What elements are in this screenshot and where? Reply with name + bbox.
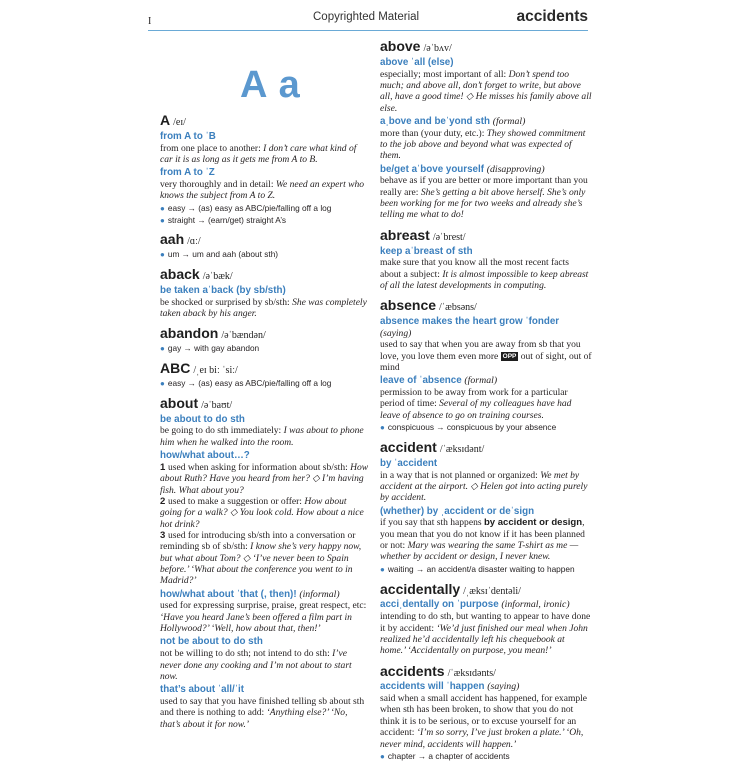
bullet-icon: ●: [380, 423, 385, 433]
sense-1: 1 used when asking for information about sb/sth: How about Ruth? Have you heard from her? ◇ I’m having fish. What about you?: [160, 461, 369, 496]
bullet-icon: ●: [160, 215, 165, 225]
example: Mary was wearing the same T-shirt as me — whether by accident or design, I never knew.: [380, 540, 579, 563]
cross-reference[interactable]: ● easy → (as) easy as ABC/pie/falling off a log: [160, 378, 332, 389]
cross-reference[interactable]: ● um → um and aah (about sth): [160, 249, 279, 260]
example: I don’t care what kind of car it is as long as it gets me from A to B.: [160, 142, 357, 165]
pronunciation: /əˈbændən/: [221, 330, 266, 342]
headword: accidentally: [380, 580, 461, 597]
headword: accidents: [380, 662, 445, 679]
pronunciation: /əˈbrest/: [432, 231, 466, 243]
entry-abandon: [160, 325, 370, 354]
sense-2: 2 used to make a suggestion or offer: How about going for a walk? ◇ You look cold. How about a nice hot drink?: [160, 495, 364, 530]
example: I know she’s very happy now, but what about Tom? ◇ ‘I’ve never been to Spain before.’ ‘What about the conference you went to in Madrid?’: [160, 541, 362, 587]
idiom: be about to do sth: [160, 413, 245, 425]
header-rule-left: [148, 30, 362, 31]
idiom: be/get aˈbove yourself (disapproving): [380, 163, 545, 175]
sense-number: 1: [160, 461, 168, 473]
bold-phrase: by accident or design: [483, 517, 583, 529]
cross-reference[interactable]: ● waiting → an accident/a disaster waiting to happen: [380, 563, 575, 574]
letter-heading: A a: [240, 64, 301, 106]
entry-A: [160, 112, 370, 225]
bullet-icon: ●: [160, 203, 165, 213]
headword: about: [160, 394, 199, 411]
example: It is almost impossible to keep abreast of all the latest developments in computing.: [380, 268, 589, 292]
entry-about: [160, 395, 370, 730]
example: How about Ruth? Have you heard from her? ◇ I’m having fish. What about you?: [160, 461, 369, 496]
idiom: from A to ˈZ: [160, 167, 215, 179]
example: We need an expert who knows the subject from A to Z.: [160, 178, 365, 202]
definition: be going to do sth immediately: I was about to phone him when he walked into the room.: [160, 425, 364, 448]
idiom: acciˌdentally on ˈpurpose (informal, ironic): [380, 599, 570, 611]
entry-accidents: [380, 663, 592, 762]
example: ‘I’m so sorry, I’ve just broken a plate.’ ‘Oh, never mind, accidents will happen.’: [380, 727, 584, 750]
definition: (saying) used to say that when you are away from sb that you love, you love them even more OPP out of sight, out of mind: [380, 327, 592, 374]
entry-above: [380, 38, 592, 221]
headword: abreast: [380, 226, 430, 243]
idiom: by ˈaccident: [380, 457, 438, 469]
entry-accident: [380, 439, 592, 575]
register-label: (informal): [299, 588, 340, 600]
opposite-badge: OPP: [502, 352, 517, 360]
definition: in a way that is not planned or organized: We met by accident at the airport. ◇ Helen got into acting purely by accident.: [380, 469, 588, 504]
entry-absence: [380, 297, 592, 433]
idiom: keep aˈbreast of sth: [380, 245, 473, 257]
example: How about going for a walk? ◇ You look cold. How about a nice hot drink?: [160, 495, 364, 530]
definition: from one place to another: I don’t care what kind of car it is as long as it gets me from A to B.: [160, 142, 357, 165]
guide-word: accidents: [516, 8, 588, 25]
idiom: how/what about…?: [160, 450, 250, 462]
entry-aah: [160, 231, 370, 260]
headword: absence: [380, 297, 437, 314]
headword: aback: [160, 266, 200, 283]
example: Don’t spend too much; and above all, don’t forget to write, but above all, have a good time! ◇ He misses his family above all else.: [380, 68, 592, 114]
definition: very thoroughly and in detail: We need an expert who knows the subject from A to Z.: [160, 178, 365, 202]
header-rule: [362, 30, 588, 31]
example: She’s getting a bit above herself. She’s only been working for me for two weeks and already she’s telling me what to do!: [380, 186, 586, 221]
idiom: aˌbove and beˈyond sth (formal): [380, 115, 526, 127]
idiom: from A to ˈB: [160, 130, 216, 142]
definition: behave as if you are better or more important than you really are: She’s getting a bit above herself. She’s only been working for me for two weeks and already she’s telling me what to do!: [380, 175, 588, 221]
copyright-notice: Copyrighted Material: [313, 11, 420, 23]
definition: used for expressing surprise, praise, great respect, etc: ‘Have you heard Jane’s been offered a film part in Hollywood?’ ‘Well, how about that, then!’: [160, 600, 367, 635]
right-column: [380, 38, 592, 768]
definition: make sure that you know all the most recent facts about a subject: It is almost impossible to keep abreast of all the latest developments in computing.: [380, 257, 589, 292]
register-label: (formal): [464, 375, 498, 387]
bullet-icon: ●: [380, 564, 385, 574]
register-label: (informal, ironic): [501, 599, 570, 611]
definition: be shocked or surprised by sb/sth: She was completely taken aback by his anger.: [160, 296, 367, 320]
idiom: above ˈall (else): [380, 56, 454, 68]
idiom: how/what about ˈthat (, then)! (informal): [160, 588, 340, 600]
headword: accident: [380, 439, 437, 456]
bullet-icon: ●: [380, 751, 385, 761]
register-label: (disapproving): [486, 163, 545, 175]
example: ‘We’d just finished our meal when John realized he’d accidentally left his chequebook at home.’ ‘Accidentally on purpose, you mean!’: [380, 622, 588, 657]
sense-3: 3 used for introducing sb/sth into a conversation or reminding sb of sb/sth: I know she’s very happy now, but what about Tom? ◇ ‘I’ve never been to Spain before.’ ‘What about the conference you went to in Madrid?’: [160, 529, 362, 587]
pronunciation: /ɑː/: [187, 236, 201, 248]
dictionary-page: [148, 0, 593, 761]
example: They showed commitment to the job above and beyond what was expected of them.: [380, 127, 586, 162]
definition: used to say that you have finished telling sb about sth and there is nothing to add: ‘Anything else?’ ‘No, that’s about it for now.’: [160, 695, 365, 730]
cross-reference[interactable]: ● straight → (earn/get) straight A’s: [160, 214, 287, 225]
definition: if you say that sth happens by accident or design, you mean that you do not know if it has been planned or not: Mary was wearing the same T-shirt as me — whether by accident or design, I never knew.: [380, 517, 585, 563]
bullet-icon: ●: [160, 250, 165, 260]
register-label: (saying): [487, 681, 520, 693]
example: ‘Anything else?’ ‘No, that’s about it for now.’: [160, 707, 348, 730]
cross-reference[interactable]: ● chapter → a chapter of accidents: [380, 750, 510, 761]
headword: abandon: [160, 325, 219, 342]
pronunciation: /əˈbaʊt/: [201, 399, 233, 411]
pronunciation: /ˌeɪ biː ˈsiː/: [193, 365, 238, 377]
cross-reference[interactable]: ● conspicuous → conspicuous by your absence: [380, 422, 557, 433]
headword: aah: [160, 231, 185, 248]
pronunciation: /əˈbæk/: [202, 271, 233, 283]
idiom: absence makes the heart grow ˈfonder: [380, 316, 560, 328]
definition: permission to be away from work for a particular period of time: Several of my colleagues have had leave of absence to go on training courses.: [380, 387, 572, 421]
definition: especially; most important of all: Don’t spend too much; and above all, don’t forget to write, but above all, have a good time! ◇ He misses his family above all else.: [380, 68, 592, 114]
pronunciation: /eɪ/: [173, 117, 186, 128]
cross-reference[interactable]: ● gay → with gay abandon: [160, 343, 260, 354]
example: We met by accident at the airport. ◇ Helen got into acting purely by accident.: [380, 469, 588, 504]
page-marker: I: [148, 16, 152, 27]
sense-number: 3: [160, 529, 168, 541]
pronunciation: /ˌæksɪˈdentəli/: [463, 585, 521, 597]
idiom: leave of ˈabsence (formal): [380, 375, 498, 387]
headword: ABC: [160, 360, 191, 377]
example: She was completely taken aback by his anger.: [160, 296, 367, 320]
headword: above: [380, 38, 421, 54]
headword: A: [160, 112, 171, 128]
bullet-icon: ●: [160, 344, 165, 354]
example: I’ve never done any cooking and I’m not about to start now.: [160, 648, 352, 682]
entry-abreast: [380, 227, 592, 292]
entry-aback: [160, 266, 370, 319]
example: ‘Have you heard Jane’s been offered a film part in Hollywood?’ ‘Well, how about that, then!’: [160, 611, 352, 635]
definition: not be willing to do sth; not intend to do sth: I’ve never done any cooking and I’m not about to start now.: [160, 648, 352, 682]
pronunciation: /ˈæksɪdənts/: [447, 667, 496, 679]
idiom: that’s about ˈall/ˈit: [160, 684, 244, 696]
entry-accidentally: [380, 581, 592, 657]
definition: intending to do sth, but wanting to appear to have done it by accident: ‘We’d just finished our meal when John realized he’d accidentally left his chequebook at home.’ ‘Accidentally on purpose, you mean!’: [380, 611, 591, 657]
register-label: (saying): [380, 327, 412, 339]
idiom: be taken aˈback (by sb/sth): [160, 285, 286, 296]
definition: said when a small accident has happened, for example when sth has been broken, to show that you do not think it is to be serious, or to excuse yourself for an accident: ‘I’m so sorry, I’ve just broken a plate.’ ‘Oh, never mind, accidents will happen.’: [380, 693, 588, 750]
idiom: accidents will ˈhappen (saying): [380, 681, 520, 693]
pronunciation: /ˈæbsəns/: [439, 302, 477, 314]
sense-number: 2: [160, 495, 168, 507]
bullet-icon: ●: [160, 379, 165, 389]
example: Several of my colleagues have had leave of absence to go on training courses.: [380, 398, 572, 421]
cross-reference[interactable]: ● easy → (as) easy as ABC/pie/falling off a log: [160, 202, 332, 213]
definition: more than (your duty, etc.): They showed commitment to the job above and beyond what was expected of them.: [380, 127, 586, 162]
register-label: (formal): [492, 115, 526, 127]
left-column: [160, 112, 370, 736]
pronunciation: /əˈbʌv/: [423, 43, 452, 54]
idiom: not be about to do sth: [160, 636, 263, 648]
idiom: (whether) by ˌaccident or deˈsign: [380, 505, 535, 517]
pronunciation: /ˈæksɪdənt/: [439, 444, 485, 456]
entry-ABC: [160, 360, 370, 389]
example: I was about to phone him when he walked into the room.: [160, 425, 364, 448]
